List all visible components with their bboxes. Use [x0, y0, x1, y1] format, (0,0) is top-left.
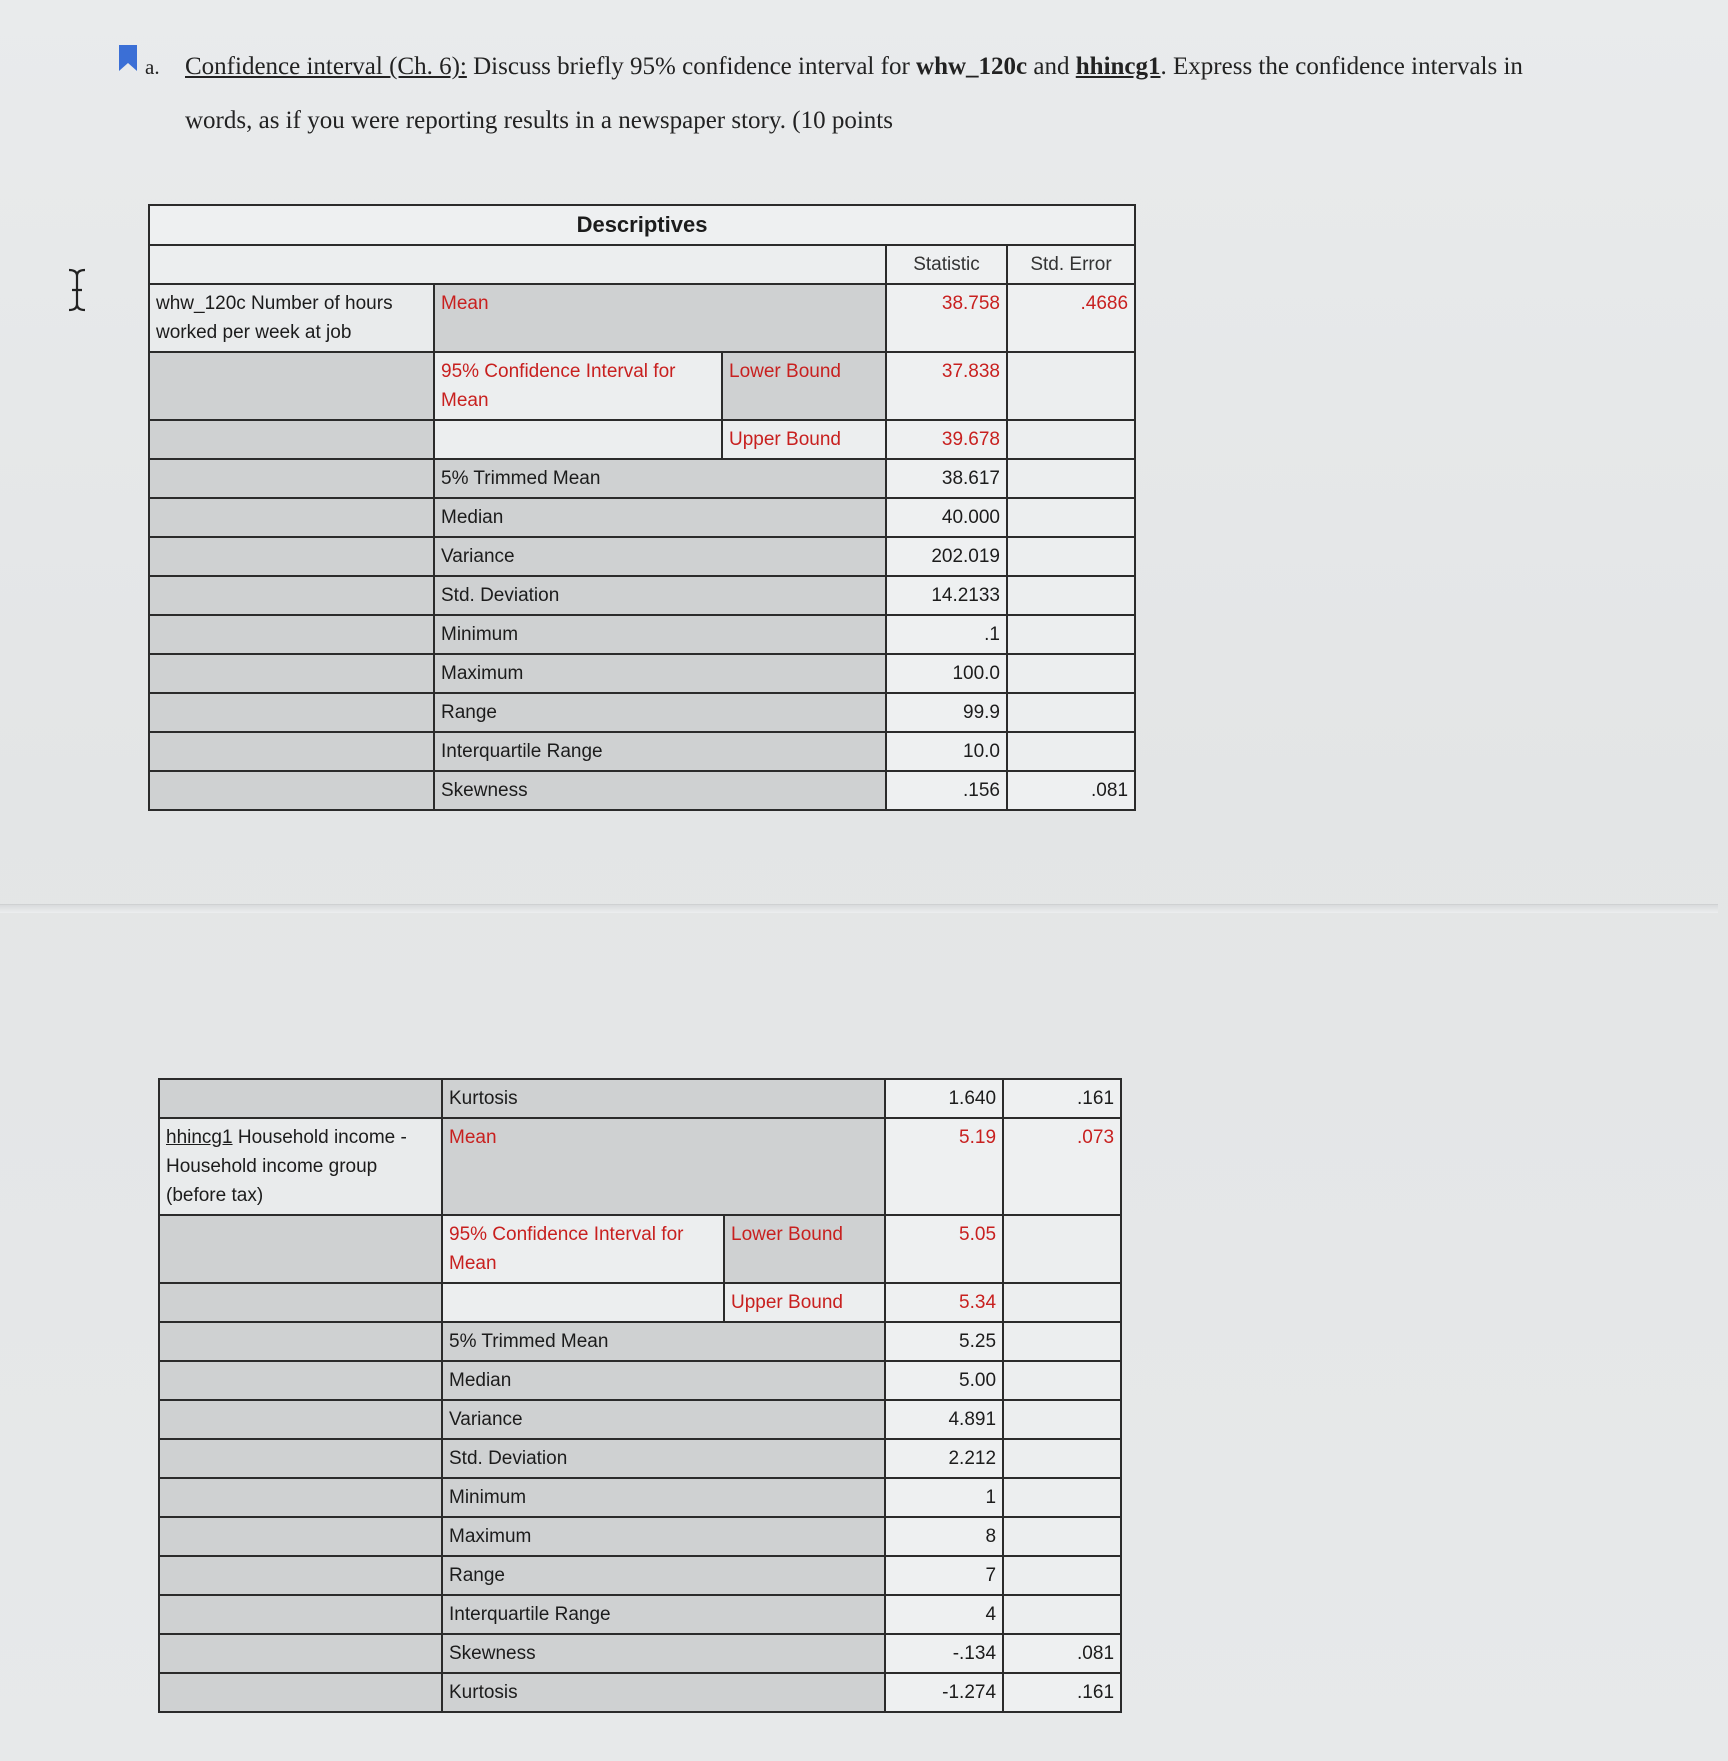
row-label-kurtosis: Kurtosis	[442, 1673, 885, 1712]
empty-cell	[1007, 654, 1135, 693]
minimum-statistic: 1	[885, 1478, 1003, 1517]
row-label-std-deviation: Std. Deviation	[442, 1439, 885, 1478]
question-text	[185, 40, 1538, 148]
variable-name: hhincg1	[166, 1127, 233, 1148]
kurtosis-std-error: .161	[1003, 1673, 1121, 1712]
kurtosis-statistic: -1.274	[885, 1673, 1003, 1712]
text-cursor-icon	[66, 268, 88, 312]
empty-cell	[1003, 1595, 1121, 1634]
question-part-2: and	[1027, 53, 1076, 80]
variable-label-rest: Household income - Household income group (before tax)	[166, 1127, 407, 1206]
row-stub	[159, 1634, 442, 1673]
row-stub	[149, 498, 434, 537]
empty-cell	[1003, 1478, 1121, 1517]
row-label-minimum: Minimum	[434, 615, 886, 654]
row-stub	[159, 1517, 442, 1556]
mean-std-error: .4686	[1007, 284, 1135, 352]
descriptives-table-1	[148, 204, 1136, 811]
empty-cell	[1003, 1283, 1121, 1322]
row-label-skewness: Skewness	[434, 771, 886, 810]
upper-bound-statistic: 5.34	[885, 1283, 1003, 1322]
iqr-statistic: 4	[885, 1595, 1003, 1634]
skewness-statistic: .156	[886, 771, 1007, 810]
row-label-trimmed-mean: 5% Trimmed Mean	[434, 459, 886, 498]
row-label-kurtosis-top: Kurtosis	[442, 1079, 885, 1118]
column-header-std-error: Std. Error	[1007, 245, 1135, 284]
row-label-trimmed-mean: 5% Trimmed Mean	[442, 1322, 885, 1361]
empty-cell	[1007, 352, 1135, 420]
upper-bound-statistic: 39.678	[886, 420, 1007, 459]
row-label-median: Median	[442, 1361, 885, 1400]
question-var-2: hhincg1	[1075, 53, 1161, 80]
iqr-statistic: 10.0	[886, 732, 1007, 771]
median-statistic: 5.00	[885, 1361, 1003, 1400]
row-stub	[159, 1556, 442, 1595]
row-stub	[159, 1673, 442, 1712]
variance-statistic: 4.891	[885, 1400, 1003, 1439]
empty-cell	[1007, 732, 1135, 771]
skewness-std-error: .081	[1007, 771, 1135, 810]
row-stub	[159, 1215, 442, 1283]
variable-label: whw_120c Number of hours worked per week at job	[149, 284, 434, 352]
page-break	[0, 904, 1718, 913]
row-stub	[149, 732, 434, 771]
mean-statistic: 5.19	[885, 1118, 1003, 1215]
table-title: Descriptives	[149, 205, 1135, 245]
row-stub	[159, 1439, 442, 1478]
question-letter: a.	[145, 55, 160, 79]
row-stub	[159, 1322, 442, 1361]
row-label-mean: Mean	[442, 1118, 885, 1215]
question-part-1: Discuss briefly 95% confidence interval for	[466, 53, 917, 80]
question-part-3: . Express the confidence intervals in words, as if you were reporting results in a newspaper story. (10 points	[185, 53, 1523, 134]
empty-cell	[1003, 1215, 1121, 1283]
empty-cell	[1003, 1439, 1121, 1478]
empty-cell	[442, 1283, 724, 1322]
row-stub	[149, 576, 434, 615]
maximum-statistic: 100.0	[886, 654, 1007, 693]
empty-cell	[1003, 1400, 1121, 1439]
row-stub	[159, 1079, 442, 1118]
empty-cell	[1007, 459, 1135, 498]
column-header-statistic: Statistic	[886, 245, 1007, 284]
descriptives-table-2	[158, 1078, 1122, 1713]
row-label-variance: Variance	[442, 1400, 885, 1439]
empty-cell	[1007, 615, 1135, 654]
empty-cell	[1007, 576, 1135, 615]
row-label-lower-bound: Lower Bound	[722, 352, 886, 420]
kurtosis-top-std-error: .161	[1003, 1079, 1121, 1118]
empty-cell	[1003, 1556, 1121, 1595]
empty-cell	[1007, 420, 1135, 459]
minimum-statistic: .1	[886, 615, 1007, 654]
row-stub	[149, 615, 434, 654]
row-stub	[159, 1283, 442, 1322]
row-stub	[149, 352, 434, 420]
empty-cell	[1007, 693, 1135, 732]
row-label-maximum: Maximum	[434, 654, 886, 693]
empty-cell	[1007, 498, 1135, 537]
std-deviation-statistic: 14.2133	[886, 576, 1007, 615]
row-stub	[159, 1478, 442, 1517]
row-label-iqr: Interquartile Range	[442, 1595, 885, 1634]
range-statistic: 99.9	[886, 693, 1007, 732]
row-label-range: Range	[442, 1556, 885, 1595]
row-label-upper-bound: Upper Bound	[724, 1283, 885, 1322]
row-label-std-deviation: Std. Deviation	[434, 576, 886, 615]
trimmed-mean-statistic: 5.25	[885, 1322, 1003, 1361]
empty-cell	[1003, 1517, 1121, 1556]
range-statistic: 7	[885, 1556, 1003, 1595]
trimmed-mean-statistic: 38.617	[886, 459, 1007, 498]
row-label-variance: Variance	[434, 537, 886, 576]
question-var-1: whw_120c	[916, 53, 1028, 80]
row-label-upper-bound: Upper Bound	[722, 420, 886, 459]
question-block	[118, 40, 1538, 148]
row-label-ci: 95% Confidence Interval for Mean	[442, 1215, 724, 1283]
skewness-statistic: -.134	[885, 1634, 1003, 1673]
mean-statistic: 38.758	[886, 284, 1007, 352]
lower-bound-statistic: 37.838	[886, 352, 1007, 420]
kurtosis-top-statistic: 1.640	[885, 1079, 1003, 1118]
row-stub	[149, 420, 434, 459]
row-stub	[149, 771, 434, 810]
empty-cell	[1003, 1322, 1121, 1361]
row-label-minimum: Minimum	[442, 1478, 885, 1517]
empty-cell	[1003, 1361, 1121, 1400]
skewness-std-error: .081	[1003, 1634, 1121, 1673]
median-statistic: 40.000	[886, 498, 1007, 537]
variance-statistic: 202.019	[886, 537, 1007, 576]
row-label-median: Median	[434, 498, 886, 537]
row-label-maximum: Maximum	[442, 1517, 885, 1556]
row-stub	[149, 459, 434, 498]
row-label-iqr: Interquartile Range	[434, 732, 886, 771]
lower-bound-statistic: 5.05	[885, 1215, 1003, 1283]
variable-label	[159, 1118, 442, 1215]
bookmark-icon[interactable]	[118, 44, 138, 72]
mean-std-error: .073	[1003, 1118, 1121, 1215]
row-label-range: Range	[434, 693, 886, 732]
header-blank	[149, 245, 886, 284]
maximum-statistic: 8	[885, 1517, 1003, 1556]
row-label-ci: 95% Confidence Interval for Mean	[434, 352, 722, 420]
row-stub	[149, 693, 434, 732]
row-label-lower-bound: Lower Bound	[724, 1215, 885, 1283]
row-stub	[159, 1595, 442, 1634]
row-stub	[159, 1361, 442, 1400]
row-label-skewness: Skewness	[442, 1634, 885, 1673]
std-deviation-statistic: 2.212	[885, 1439, 1003, 1478]
empty-cell	[434, 420, 722, 459]
question-heading: Confidence interval (Ch. 6):	[185, 53, 467, 80]
row-label-mean: Mean	[434, 284, 886, 352]
row-stub	[149, 537, 434, 576]
row-stub	[159, 1400, 442, 1439]
empty-cell	[1007, 537, 1135, 576]
row-stub	[149, 654, 434, 693]
